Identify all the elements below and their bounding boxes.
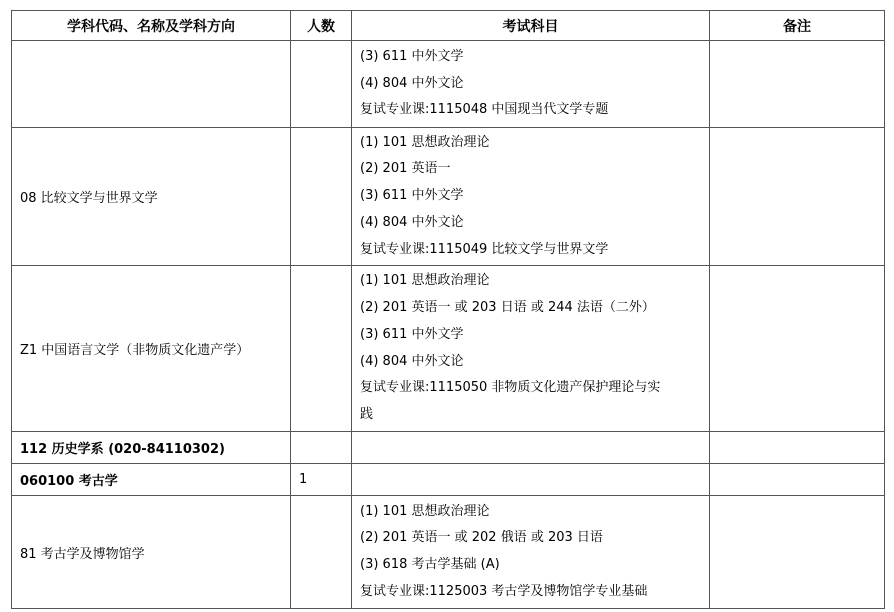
header-exams: 考试科目 — [352, 11, 710, 41]
exam-line: (3) 618 考古学基础 (A) — [360, 557, 500, 572]
exams-cell — [352, 128, 710, 266]
department-cell: 112 历史学系 (020-84110302) — [12, 432, 291, 464]
subject-cell: 08 比较文学与世界文学 — [12, 128, 291, 266]
major-cell: 060100 考古学 — [12, 464, 291, 496]
note-cell — [710, 432, 885, 464]
table-header-row — [12, 11, 885, 41]
subject-cell: 81 考古学及博物馆学 — [12, 496, 291, 609]
count-cell — [291, 432, 352, 464]
exam-line: 复试专业课:1115050 非物质文化遗产保护理论与实 — [360, 380, 661, 396]
table-row — [12, 464, 885, 496]
table-row — [12, 41, 885, 128]
header-subject: 学科代码、名称及学科方向 — [12, 11, 291, 41]
exam-line: (4) 804 中外文论 — [360, 214, 464, 230]
exam-line: (1) 101 思想政治理论 — [360, 503, 490, 519]
exam-line: 复试专业课:1125003 考古学及博物馆学专业基础 — [360, 583, 648, 599]
header-count: 人数 — [291, 11, 352, 41]
count-cell — [291, 41, 352, 128]
admissions-table — [11, 10, 885, 609]
count-cell — [291, 128, 352, 266]
exams-cell — [352, 464, 710, 496]
header-notes: 备注 — [710, 11, 885, 41]
exam-line: (1) 101 思想政治理论 — [360, 273, 490, 289]
exam-line: (1) 101 思想政治理论 — [360, 134, 490, 150]
table-row — [12, 266, 885, 432]
exam-line: 复试专业课:1115048 中国现当代文学专题 — [360, 102, 609, 118]
table-row — [12, 432, 885, 464]
exam-line: 复试专业课:1115049 比较文学与世界文学 — [360, 241, 609, 257]
note-cell — [710, 464, 885, 496]
exam-line: (4) 804 中外文论 — [360, 75, 464, 91]
count-cell: 1 — [291, 464, 352, 496]
count-cell — [291, 496, 352, 609]
note-cell — [710, 496, 885, 609]
subject-cell — [12, 41, 291, 128]
exam-line: (3) 611 中外文学 — [360, 188, 464, 204]
exam-line: (3) 611 中外文学 — [360, 326, 464, 342]
exams-cell — [352, 41, 710, 128]
exam-line: (3) 611 中外文学 — [360, 48, 464, 64]
exam-line: 践 — [360, 406, 374, 422]
count-cell — [291, 266, 352, 432]
note-cell — [710, 266, 885, 432]
exams-cell — [352, 432, 710, 464]
note-cell — [710, 41, 885, 128]
note-cell — [710, 128, 885, 266]
exam-line: (2) 201 英语一 或 203 日语 或 244 法语（二外） — [360, 300, 655, 316]
table-row — [12, 128, 885, 266]
exam-line: (2) 201 英语一 或 202 俄语 或 203 日语 — [360, 530, 603, 546]
exam-line: (4) 804 中外文论 — [360, 353, 464, 369]
subject-cell: Z1 中国语言文学（非物质文化遗产学） — [12, 266, 291, 432]
exams-cell — [352, 496, 710, 609]
table-row — [12, 496, 885, 609]
exam-line: (2) 201 英语一 — [360, 161, 451, 177]
exams-cell — [352, 266, 710, 432]
